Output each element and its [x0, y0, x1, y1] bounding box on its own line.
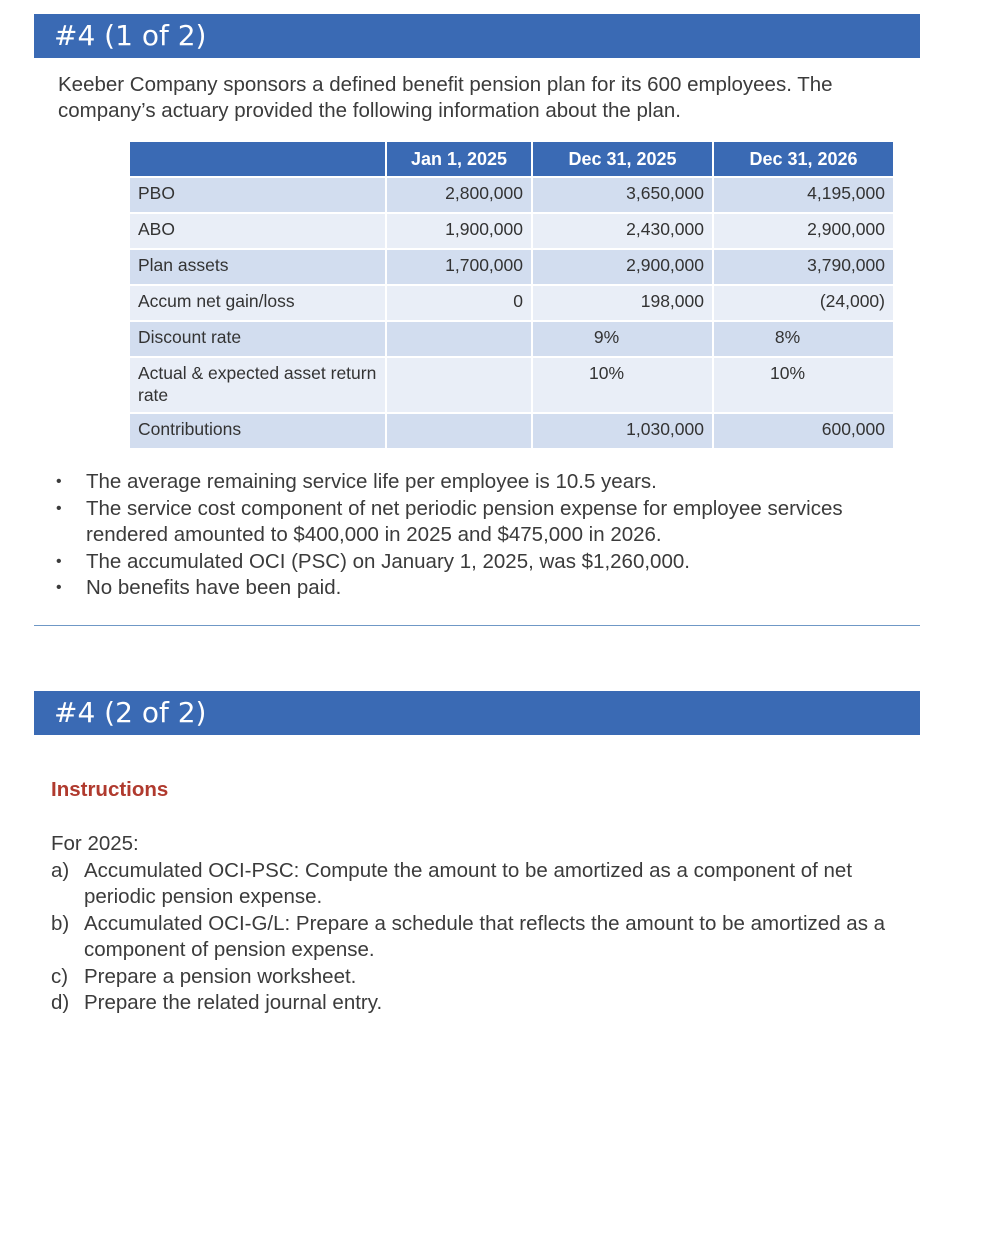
table-row: [129, 285, 894, 321]
list-item: [51, 911, 911, 964]
row-label: ABO: [129, 213, 386, 249]
table-row: [129, 321, 894, 357]
slide2-title-banner: [34, 691, 920, 735]
row-label: PBO: [129, 177, 386, 213]
bullet-text: The average remaining service life per employee is 10.5 years.: [86, 470, 657, 493]
cell-value: 2,900,000: [713, 213, 894, 249]
cell-value: 3,790,000: [713, 249, 894, 285]
facts-bullet-list: [56, 469, 916, 602]
bullet-text: The accumulated OCI (PSC) on January 1, 2025, was $1,260,000.: [86, 549, 690, 573]
section-divider: [34, 625, 920, 626]
cell-value: 600,000: [713, 413, 894, 449]
table-header-dec-2026: Dec 31, 2026: [713, 141, 894, 177]
cell-value: 1,900,000: [386, 213, 532, 249]
list-item: [51, 964, 911, 991]
bullet-icon: •: [56, 499, 62, 517]
cell-value: 10%: [713, 357, 894, 413]
cell-value: 10%: [532, 357, 713, 413]
slide1-title: #4 (1 of 2): [54, 19, 207, 52]
cell-value: 198,000: [532, 285, 713, 321]
row-label: Actual & expected asset return rate: [129, 357, 386, 413]
cell-value: [386, 413, 532, 449]
cell-value: [386, 321, 532, 357]
pension-data-table: [128, 140, 895, 450]
cell-value: 0: [386, 285, 532, 321]
table-row: [129, 413, 894, 449]
bullet-text: No benefits have been paid.: [86, 576, 342, 599]
bullet-icon: •: [56, 473, 62, 490]
list-item: [56, 469, 916, 496]
task-marker: b): [51, 911, 70, 935]
table-row: [129, 249, 894, 285]
list-item: [51, 858, 911, 911]
cell-value: 2,900,000: [532, 249, 713, 285]
task-text: Prepare the related journal entry.: [84, 991, 383, 1014]
cell-value: 2,430,000: [532, 213, 713, 249]
cell-value: 1,030,000: [532, 413, 713, 449]
list-item: [51, 990, 911, 1017]
instructions-block: [51, 831, 911, 1017]
table-row: [129, 357, 894, 413]
cell-value: (24,000): [713, 285, 894, 321]
table-header-dec-2025: Dec 31, 2025: [532, 141, 713, 177]
bullet-icon: •: [56, 552, 62, 570]
table-header-jan-2025: Jan 1, 2025: [386, 141, 532, 177]
instructions-heading: Instructions: [51, 778, 169, 801]
row-label: Discount rate: [129, 321, 386, 357]
slide1-title-banner: [34, 14, 920, 58]
cell-value: [386, 357, 532, 413]
bullet-icon: •: [56, 579, 62, 596]
task-text: Accumulated OCI-G/L: Prepare a schedule that reflects the amount to be amortized as a component of pension expense.: [84, 911, 886, 961]
table-header-row: [129, 141, 894, 177]
for-year-label: For 2025:: [51, 832, 139, 855]
cell-value: 1,700,000: [386, 249, 532, 285]
task-marker: a): [51, 858, 70, 882]
slide2-title: #4 (2 of 2): [54, 696, 207, 729]
list-item: [56, 575, 916, 602]
table-row: [129, 213, 894, 249]
task-text: Accumulated OCI-PSC: Compute the amount to be amortized as a component of net periodic pension expense.: [84, 858, 853, 908]
table-header-blank: [129, 141, 386, 177]
row-label: Contributions: [129, 413, 386, 449]
list-item: [56, 496, 916, 549]
table-row: [129, 177, 894, 213]
row-label: Accum net gain/loss: [129, 285, 386, 321]
bullet-text: The service cost component of net periodic pension expense for employee services rendered amounted to $400,000 in 2025 and $475,000 in 2026.: [86, 496, 843, 546]
row-label: Plan assets: [129, 249, 386, 285]
task-marker: d): [51, 991, 70, 1014]
intro-paragraph: Keeber Company sponsors a defined benefit pension plan for its 600 employees. The company’s actuary provided the following information about the plan.: [58, 73, 833, 122]
task-text: Prepare a pension worksheet.: [84, 964, 357, 988]
task-list: [51, 858, 911, 1017]
cell-value: 8%: [713, 321, 894, 357]
cell-value: 4,195,000: [713, 177, 894, 213]
cell-value: 2,800,000: [386, 177, 532, 213]
cell-value: 3,650,000: [532, 177, 713, 213]
cell-value: 9%: [532, 321, 713, 357]
task-marker: c): [51, 964, 69, 988]
list-item: [56, 549, 916, 576]
